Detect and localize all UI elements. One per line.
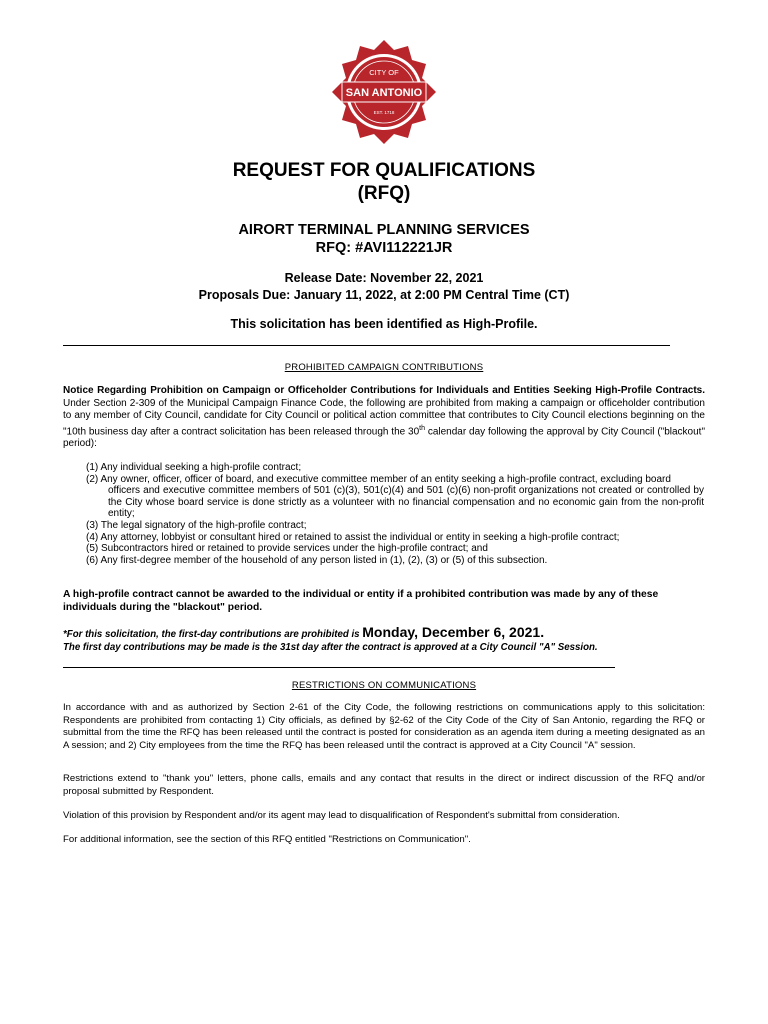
city-of-san-antonio-seal: [330, 38, 438, 146]
seal-line2: SAN ANTONIO: [345, 87, 423, 99]
list-item: (1) Any individual seeking a high-profile contract;: [86, 462, 302, 473]
list-item: (6) Any first-degree member of the household of any person listed in (1), (2), (3) or (5) of this subsection.: [86, 554, 548, 566]
document-title-abbrev: (RFQ): [357, 183, 411, 204]
restrictions-paragraph-4: For additional information, see the section of this RFQ entitled "Restrictions on Communication".: [63, 834, 471, 845]
first-day-date: Monday, December 6, 2021.: [362, 624, 545, 640]
divider-middle: [63, 667, 615, 668]
seal-line1: CITY OF: [369, 68, 399, 77]
list-item-continuation: officers and executive committee members of 501 (c)(3), 501(c)(4) and 501 (c)(6) non-profit organizations not created or controlled by the City whose board service is done strictly as a volunteer with no financial compensation and no economic gain from the non-profit entity;: [108, 485, 704, 520]
list-item: (3) The legal signatory of the high-profile contract;: [86, 519, 307, 531]
award-notice: A high-profile contract cannot be awarded to the individual or entity if a prohibited contribution was made by any of these individuals during the "blackout" period.: [63, 589, 659, 613]
restrictions-paragraph-1: In accordance with and as authorized by Section 2-61 of the City Code, the following restrictions on communications apply to this solicitation: Respondents are prohibited from contacting 1) City officials, as defined by §2-62 of the City Code of the City of San Antonio, regarding the RFQ or submittal from the time the RFQ has been released until the contract is posted for consideration as an agenda item during a meeting designated as an A session; and 2) City employees from the time the RFQ has been released until the contract is approved at a City Council "A" session.: [63, 702, 705, 751]
restrictions-paragraph-3: Violation of this provision by Respondent and/or its agent may lead to disqualification of Respondent's submittal from consideration.: [63, 810, 620, 821]
prohibition-notice-text-a: Under Section 2-309 of the Municipal Campaign Finance Code, the following are prohibited from making a campaign or officeholder contribution to any member of City Council, candidate for City Council or political action committee that contributes to City Council elections beginning on the "10th business day after a contract solicitation has been released through the 30: [63, 397, 705, 437]
first-day-line2: The first day contributions may be made is the 31st day after the contract is approved at a City Council "A" Session.: [63, 642, 598, 653]
restrictions-paragraph-2: Restrictions extend to "thank you" letters, phone calls, emails and any contact that results in the direct or indirect discussion of the RFQ and/or proposal submitted by Respondent.: [63, 773, 705, 797]
prohibition-notice-title: Notice Regarding Prohibition on Campaign or Officeholder Contributions for Individuals and Entities Seeking High-Profile Contracts.: [63, 385, 705, 396]
document-title: REQUEST FOR QUALIFICATIONS: [232, 160, 536, 181]
list-item: (5) Subcontractors hired or retained to provide services under the high-profile contract; and: [86, 543, 488, 555]
seal-line3: EST. 1718: [373, 110, 395, 115]
prohibition-notice: [63, 385, 705, 451]
list-item: (2) Any owner, officer, officer of board, and executive committee member of an entity seeking a high-profile contract, excluding board: [86, 473, 671, 485]
restrictions-heading: RESTRICTIONS ON COMMUNICATIONS: [291, 680, 477, 691]
divider-top: [63, 345, 670, 346]
proposals-due: Proposals Due: January 11, 2022, at 2:00 PM Central Time (CT): [198, 288, 570, 302]
prohibited-persons-list: [86, 462, 704, 566]
prohibited-contributions-heading: PROHIBITED CAMPAIGN CONTRIBUTIONS: [284, 362, 484, 373]
prohibition-notice-text-b: calendar day following the approval by City Council ("blackout" period):: [63, 425, 705, 450]
project-name: AIRORT TERMINAL PLANNING SERVICES: [238, 222, 530, 238]
release-date: Release Date: November 22, 2021: [284, 271, 484, 285]
rfq-number: RFQ: #AVI112221JR: [315, 240, 453, 256]
list-item: (4) Any attorney, lobbyist or consultant hired or retained to assist the individual or entity in seeking a high-profile contract;: [86, 531, 620, 543]
high-profile-notice: This solicitation has been identified as High-Profile.: [230, 317, 538, 331]
first-day-prefix: *For this solicitation, the first-day contributions are prohibited is: [63, 629, 363, 640]
first-day-notice: [63, 626, 713, 654]
prohibition-notice-sup: th: [419, 424, 425, 432]
